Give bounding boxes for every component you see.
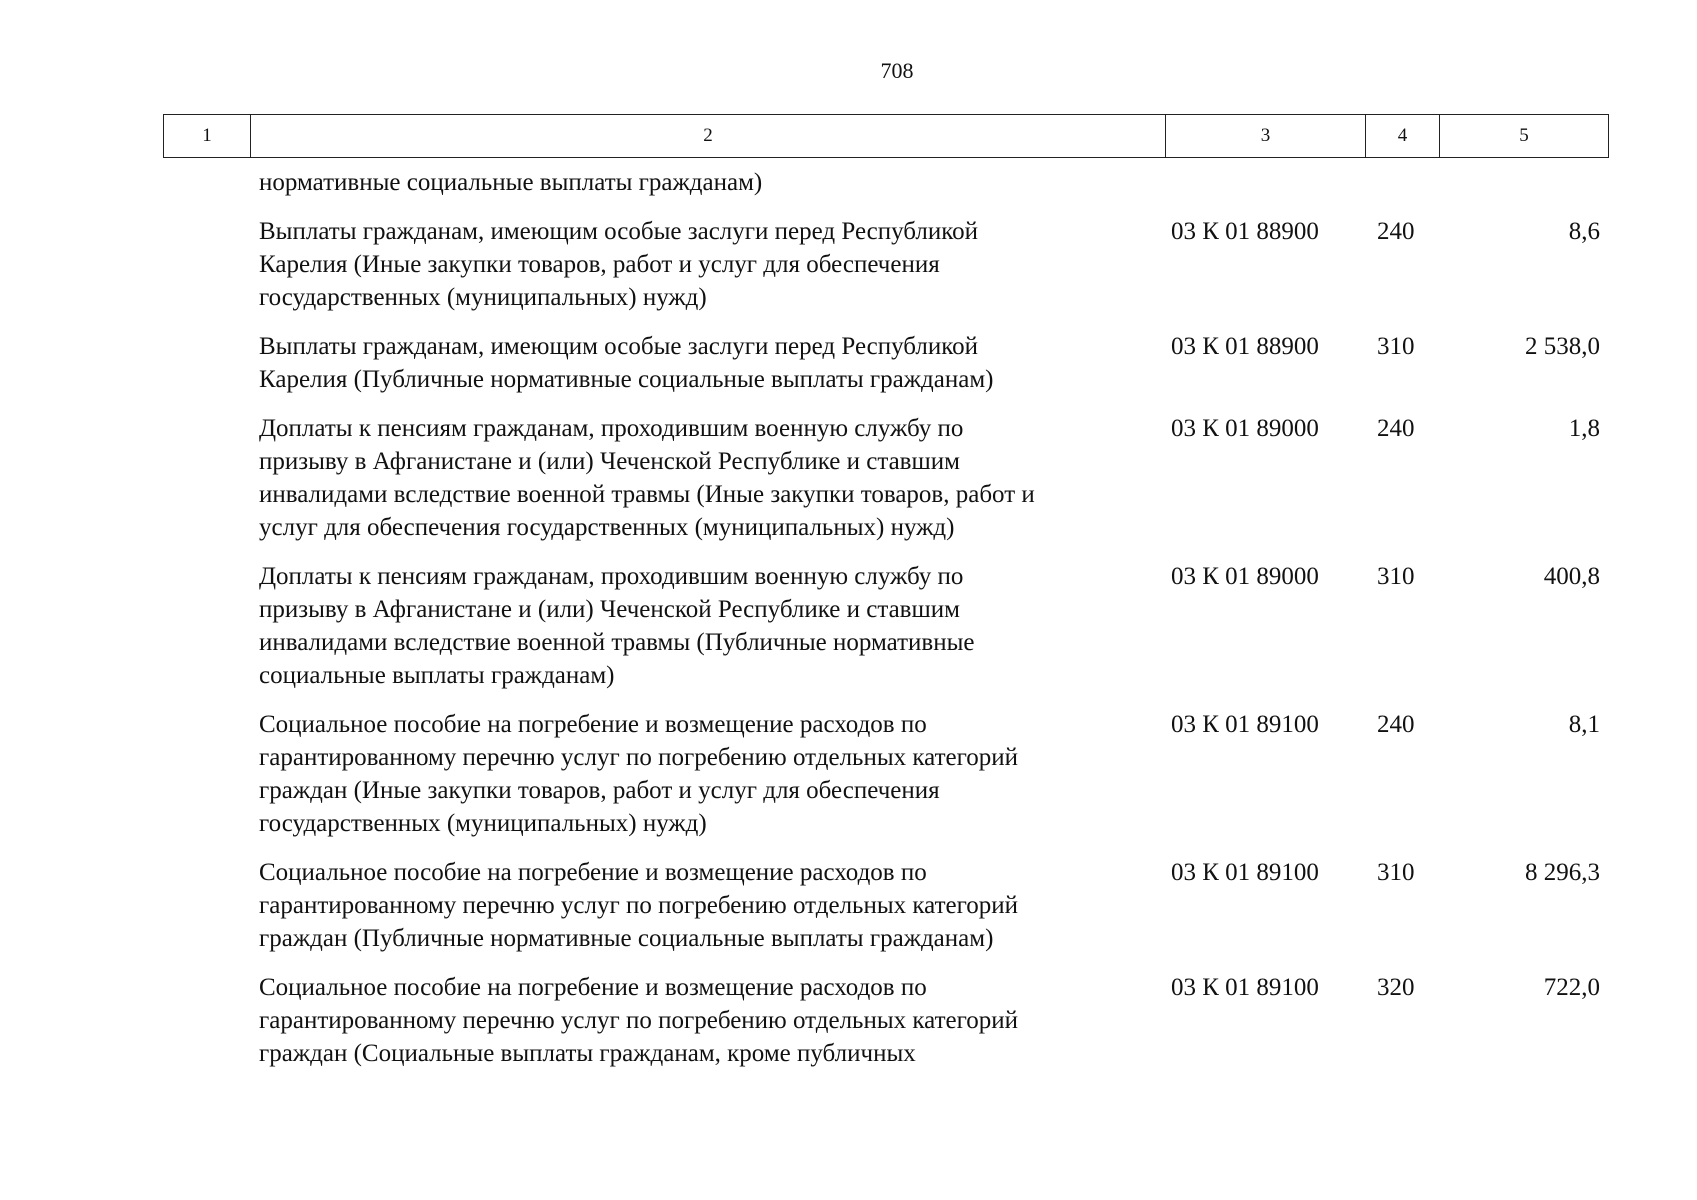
row-description: Социальное пособие на погребение и возмещение расходов по гарантированному перечню услуг по погребению отдельных категорий граждан (Публичные нормативные социальные выплаты гражданам) xyxy=(259,859,1018,952)
page-number: 708 xyxy=(880,58,914,83)
header-col-5: 5 xyxy=(1439,115,1608,157)
row-code: 03 К 01 89100 xyxy=(1171,859,1319,886)
row-expense-type: 310 xyxy=(1377,859,1415,886)
row-code: 03 К 01 88900 xyxy=(1171,218,1319,245)
row-amount: 1,8 xyxy=(1568,415,1600,442)
header-col-2: 2 xyxy=(250,115,1165,157)
row-expense-type: 310 xyxy=(1377,333,1415,360)
row-amount: 8,1 xyxy=(1568,711,1600,738)
row-amount: 8 296,3 xyxy=(1525,859,1600,886)
row-amount: 8,6 xyxy=(1568,218,1600,245)
row-expense-type: 240 xyxy=(1377,711,1415,738)
row-description: Доплаты к пенсиям гражданам, проходившим военную службу по призыву в Афганистане и (или) Чеченской Республике и ставшим инвалидами вследствие военной травмы (Публичные нормативные социальные выплаты гражданам) xyxy=(259,563,975,689)
row-description: Социальное пособие на погребение и возмещение расходов по гарантированному перечню услуг по погребению отдельных категорий граждан (Социальные выплаты гражданам, кроме публичных xyxy=(259,974,1018,1067)
row-description: Социальное пособие на погребение и возмещение расходов по гарантированному перечню услуг по погребению отдельных категорий граждан (Иные закупки товаров, работ и услуг для обеспечения государственных (муниципальных) нужд) xyxy=(259,711,1018,837)
row-expense-type: 240 xyxy=(1377,218,1415,245)
row-expense-type: 320 xyxy=(1377,974,1415,1001)
row-description: Выплаты гражданам, имеющим особые заслуги перед Республикой Карелия (Публичные нормативные социальные выплаты гражданам) xyxy=(259,333,994,393)
row-description: Выплаты гражданам, имеющим особые заслуги перед Республикой Карелия (Иные закупки товаров, работ и услуг для обеспечения государственных (муниципальных) нужд) xyxy=(259,218,979,311)
row-description: Доплаты к пенсиям гражданам, проходившим военную службу по призыву в Афганистане и (или) Чеченской Республике и ставшим инвалидами вследствие военной травмы (Иные закупки товаров, работ и услуг для обеспечения государственных (муниципальных) нужд) xyxy=(259,415,1035,541)
table-header xyxy=(163,114,1609,158)
header-col-3: 3 xyxy=(1165,115,1365,157)
row-expense-type: 310 xyxy=(1377,563,1415,590)
row-amount: 722,0 xyxy=(1543,974,1600,1001)
row-code: 03 К 01 89100 xyxy=(1171,711,1319,738)
row-code: 03 К 01 89100 xyxy=(1171,974,1319,1001)
row-amount: 400,8 xyxy=(1543,563,1600,590)
row-description: нормативные социальные выплаты гражданам) xyxy=(259,169,763,196)
row-code: 03 К 01 89000 xyxy=(1171,415,1319,442)
row-code: 03 К 01 88900 xyxy=(1171,333,1319,360)
row-amount: 2 538,0 xyxy=(1525,333,1600,360)
header-col-1: 1 xyxy=(202,125,212,146)
header-col-4: 4 xyxy=(1365,115,1439,157)
row-expense-type: 240 xyxy=(1377,415,1415,442)
row-code: 03 К 01 89000 xyxy=(1171,563,1319,590)
